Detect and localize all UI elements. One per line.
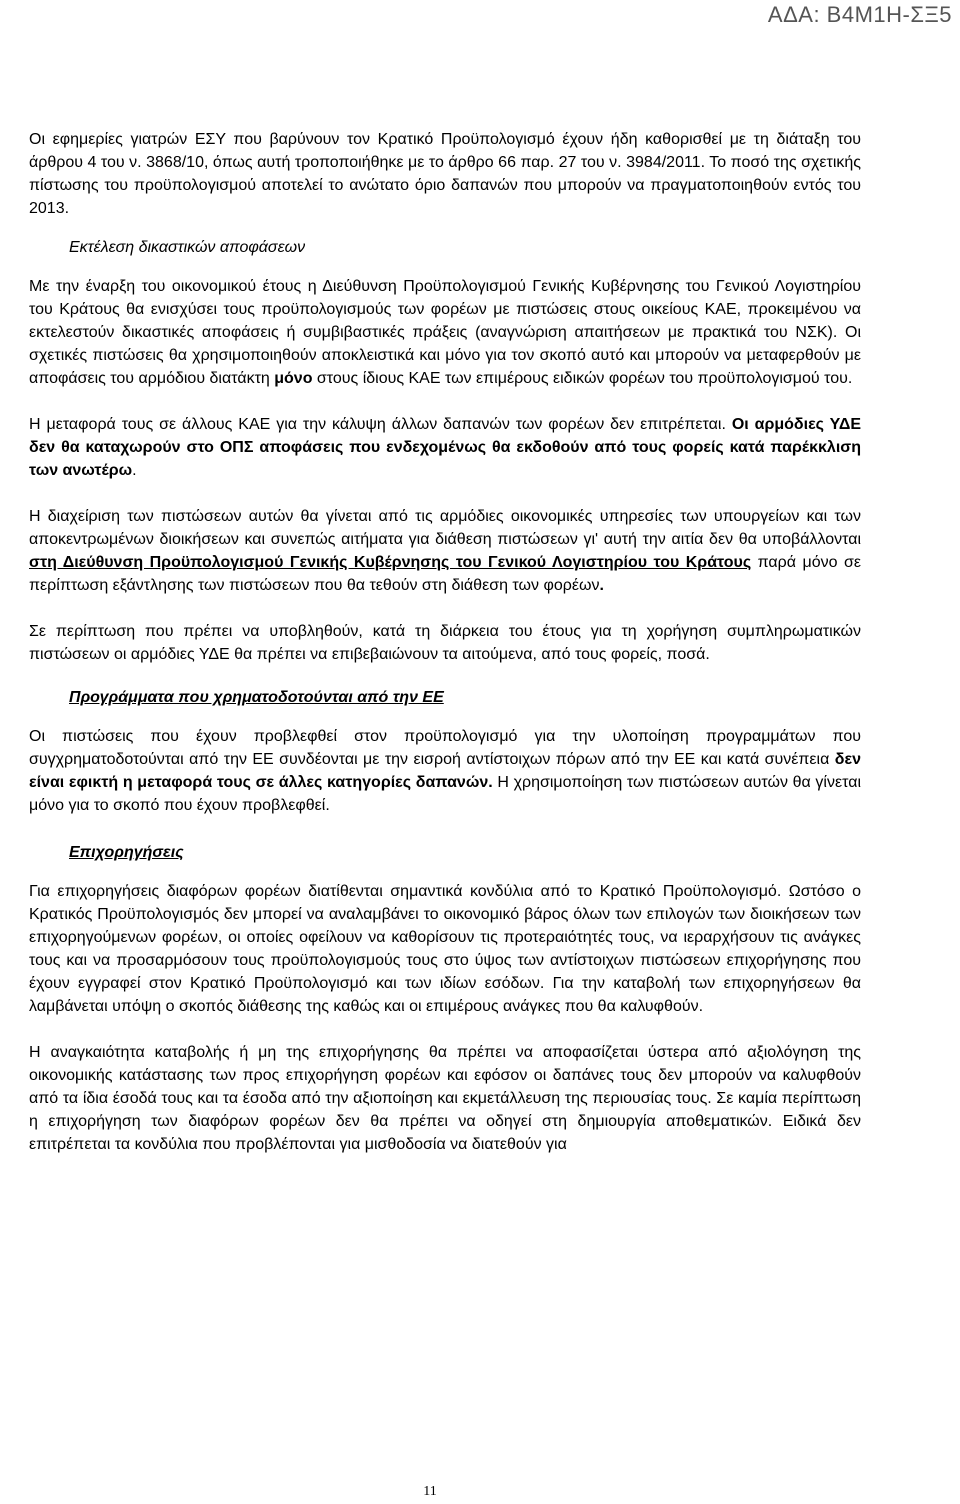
paragraph-court-decisions-4: Σε περίπτωση που πρέπει να υποβληθούν, κατά τη διάρκεια του έτους για τη χορήγηση συμπληρωματικών πιστώσεων οι αρμόδιες ΥΔΕ θα πρέπει να επιβεβαιώνουν τα αιτούμενα, από τους φορείς, ποσά.: [29, 623, 861, 663]
ada-code: ΑΔΑ: Β4Μ1Η-ΣΞ5: [767, 2, 952, 27]
paragraph-court-decisions-3: Η διαχείριση των πιστώσεων αυτών θα γίνεται από τις αρμόδιες οικονομικές υπηρεσίες των υπουργείων και των αποκεντρωμένων διοικήσεων και συνεπώς αιτήματα για διάθεση πιστώσεων γι' αυτή την αιτία δεν θα υποβάλλονται στη Διεύθυνση Προϋπολογισμού Γενικής Κυβέρνησης του Γενικού Λογιστηρίου του Κράτους παρά μόνο σε περίπτωση εξάντλησης των πιστώσεων που θα τεθούν στη διάθεση των φορέων.: [29, 508, 861, 594]
section-heading-grants: Επιχορηγήσεις: [69, 844, 184, 861]
section-heading-court-decisions: Εκτέλεση δικαστικών αποφάσεων: [69, 239, 306, 256]
document-body: [29, 128, 861, 1156]
paragraph-grants-2: Η αναγκαιότητα καταβολής ή μη της επιχορήγησης θα πρέπει να αποφασίζεται ύστερα από αξιολόγηση της οικονομικής κατάστασης των προς επιχορήγηση φορέων και εφόσον οι δαπάνες τους δεν μπορούν να καλυφθούν από τα ίδια έσοδά τους και τα έσοδα από την αξιοποίηση και εκμετάλλευση της περιουσίας τους. Σε καμία περίπτωση η επιχορήγηση των διαφόρων φορέων δεν θα πρέπει να οδηγεί στη δημιουργία αποθεματικών. Ειδικά δεν επιτρέπεται τα κονδύλια που προβλέπονται για μισθοδοσία να διατεθούν για: [29, 1044, 861, 1153]
paragraph-eu-programs: Οι πιστώσεις που έχουν προβλεφθεί στον προϋπολογισμό για την υλοποίηση προγραμμάτων που συγχρηματοδοτούνται από την ΕΕ συνδέονται με την εισροή αντίστοιχων πόρων από την ΕΕ και κατά συνέπεια δεν είναι εφικτή η μεταφορά τους σε άλλες κατηγορίες δαπανών. Η χρησιμοποίηση των πιστώσεων αυτών θα γίνεται μόνο για το σκοπό που έχουν προβλεφθεί.: [29, 728, 862, 814]
paragraph-grants-1: Για επιχορηγήσεις διαφόρων φορέων διατίθενται σημαντικά κονδύλια από το Κρατικό Προϋπολογισμό. Ωστόσο ο Κρατικός Προϋπολογισμός δεν μπορεί να αναλαμβάνει το οικονομικό βάρος όλων των επιλογών των διοικήσεων των επιχορηγούμενων φορέων, οι οποίες οφείλουν να καθορίσουν τις προτεραιότητές τους, να ιεραρχήσουν τις ανάγκες τους και να προσαρμόσουν τους προϋπολογισμούς τους στο ύψος των αντίστοιχων πιστώσεων επιχορήγησης που έχουν εγγραφεί στον Κρατικό Προϋπολογισμό και των ιδίων εσόδων. Για την καταβολή των επιχορηγήσεων θα λαμβάνεται υπόψη ο σκοπός διάθεσης της καθώς και οι επιμέρους ανάγκες που θα καλυφθούν.: [29, 883, 861, 1015]
page-number: 11: [423, 1484, 437, 1499]
section-heading-eu-programs: Προγράμματα που χρηματοδοτούνται από την ΕΕ: [69, 689, 444, 706]
paragraph-intro: Οι εφημερίες γιατρών ΕΣΥ που βαρύνουν τον Κρατικό Προϋπολογισμό έχουν ήδη καθορισθεί με τη διάταξη του άρθρου 4 του ν. 3868/10, όπως αυτή τροποποιήθηκε με το άρθρο 66 παρ. 27 του ν. 3984/2011. Το ποσό της σχετικής πίστωσης του προϋπολογισμού αποτελεί το ανώτατο όριο δαπανών που μπορούν να πραγματοποιηθούν εντός του 2013.: [29, 131, 861, 217]
paragraph-court-decisions-1: Με την έναρξη του οικονομικού έτους η Διεύθυνση Προϋπολογισμού Γενικής Κυβέρνησης του Γενικού Λογιστηρίου του Κράτους θα ενισχύσει τους προϋπολογισμούς των φορέων με πιστώσεις στους οικείους ΚΑΕ, προκειμένου να εκτελεστούν δικαστικές αποφάσεις ή συμβιβαστικές πράξεις (αναγνώριση απαιτήσεων με πρακτικά του ΝΣΚ). Οι σχετικές πιστώσεις θα χρησιμοποιηθούν αποκλειστικά και μόνο για τον σκοπό αυτό και μπορούν να μεταφερθούν με αποφάσεις του αρμόδιου διατάκτη μόνο στους ίδιους ΚΑΕ των επιμέρους ειδικών φορέων του προϋπολογισμού του.: [29, 278, 861, 387]
paragraph-court-decisions-2: Η μεταφορά τους σε άλλους ΚΑΕ για την κάλυψη άλλων δαπανών των φορέων δεν επιτρέπεται. Οι αρμόδιες ΥΔΕ δεν θα καταχωρούν στο ΟΠΣ αποφάσεις που ενδεχομένως θα εκδοθούν από τους φορείς κατά παρέκκλιση των ανωτέρω.: [29, 416, 861, 479]
